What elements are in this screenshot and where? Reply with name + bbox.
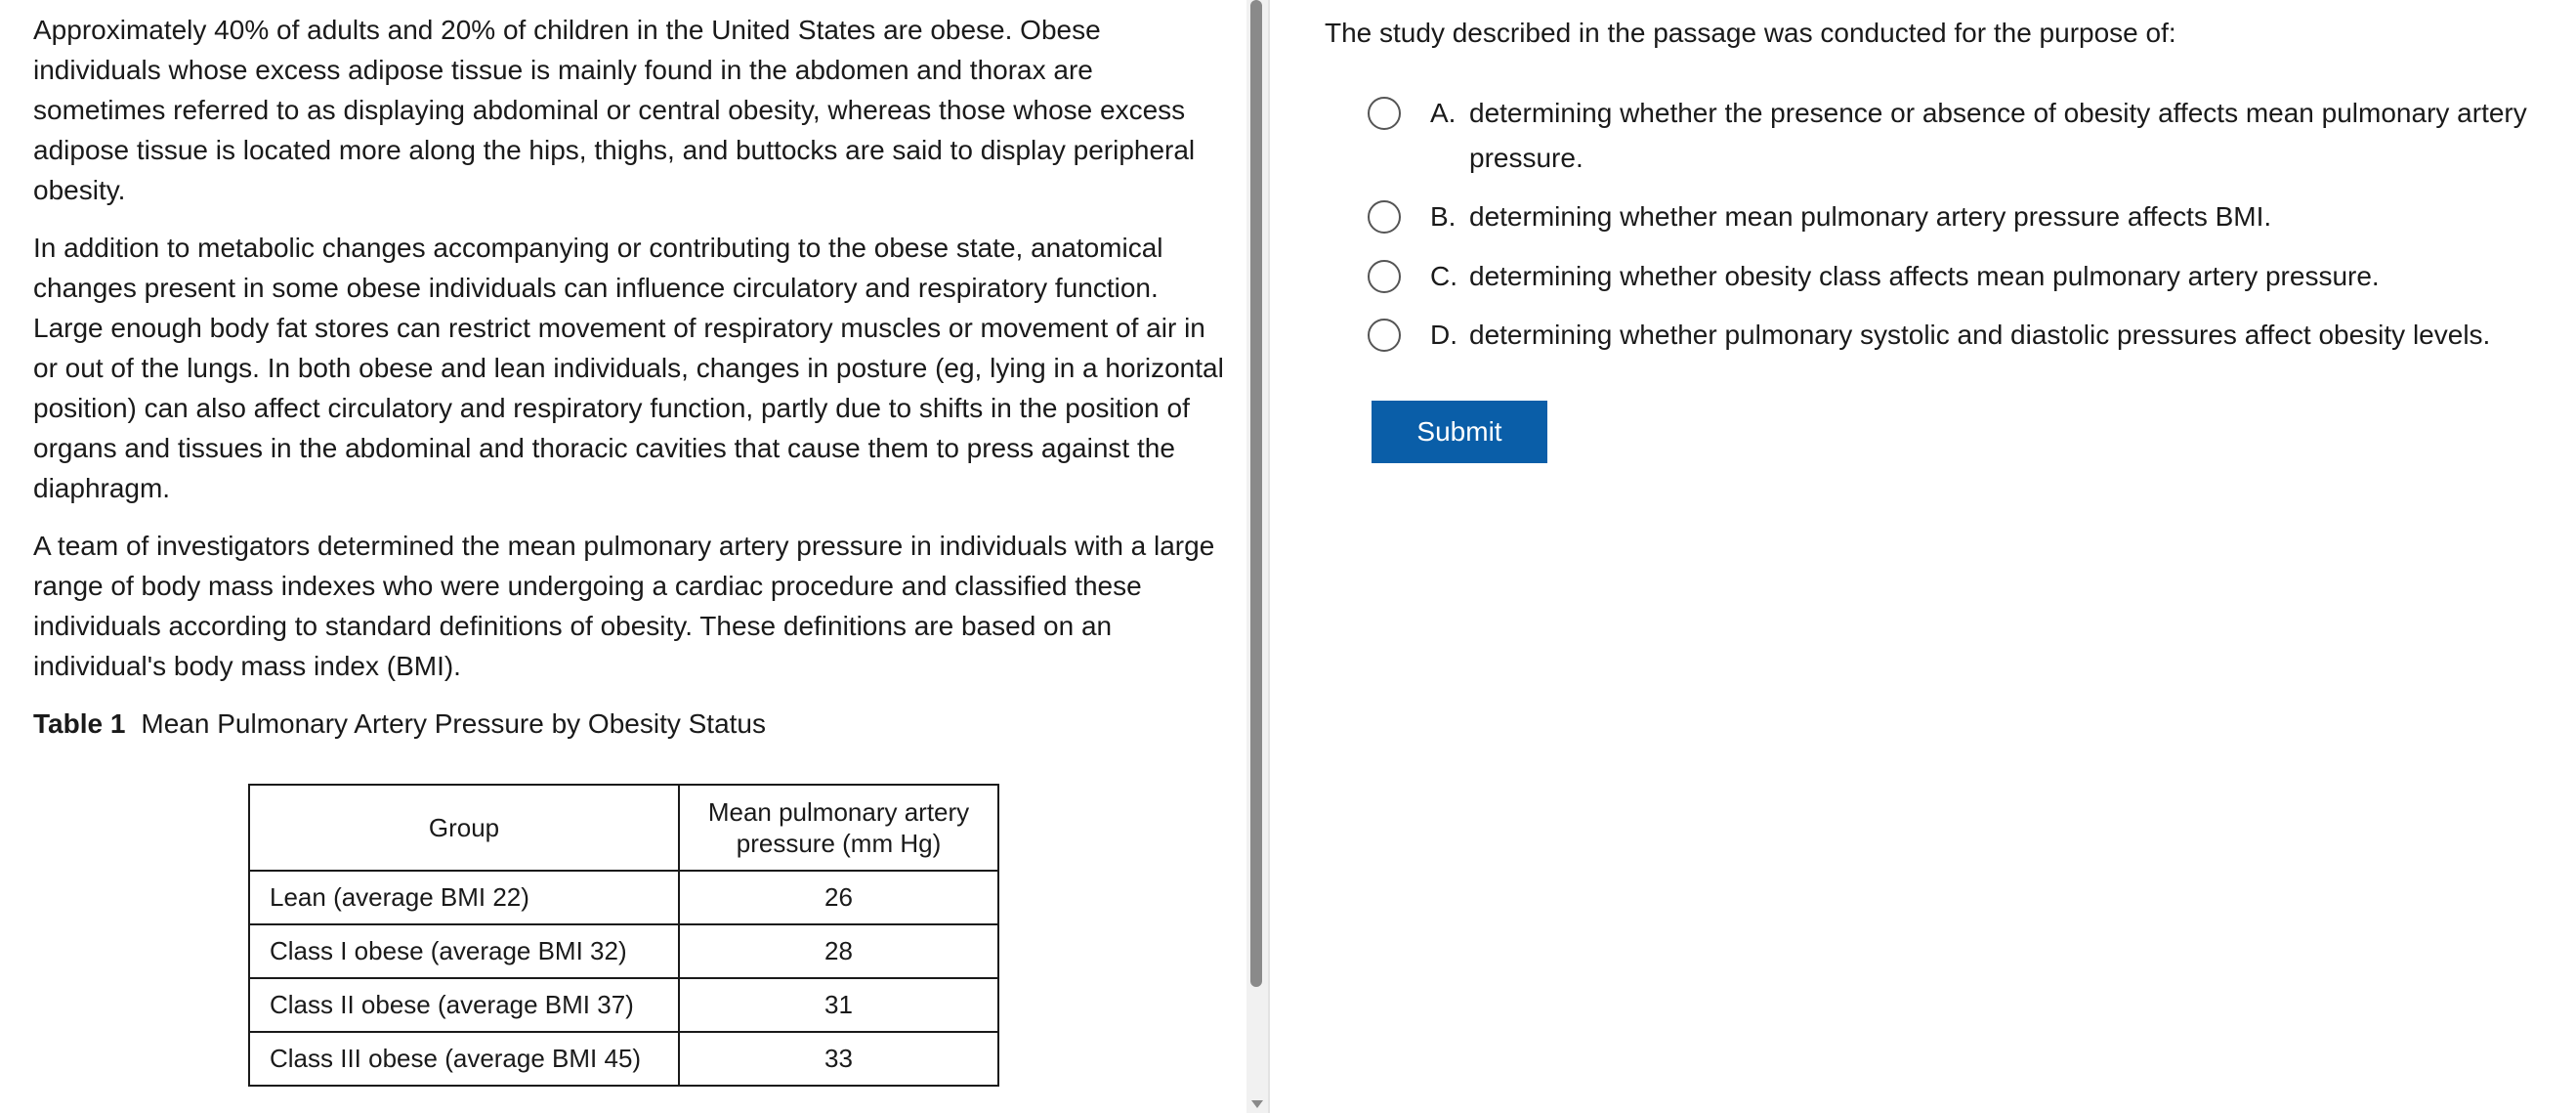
- table-row: [249, 871, 998, 924]
- question-pane: [1270, 0, 2576, 1113]
- passage-paragraph-2: In addition to metabolic changes accompanying or contributing to the obese state, anatomical changes present in some obese individuals can influence circulatory and respiratory function. Large enough body fat stores can restrict movement of respiratory muscles or movement of air in or out of the lungs. In both obese and lean individuals, changes in posture (eg, lying in a horizontal position) can also affect circulatory and respiratory function, partly due to shifts in the position of organs and tissues in the abdominal and thoracic cavities that cause them to press against the diaphragm.: [33, 233, 1224, 503]
- submit-button[interactable]: Submit: [1372, 401, 1547, 463]
- option-text: determining whether pulmonary systolic and diastolic pressures affect obesity levels.: [1469, 320, 2491, 350]
- table-row: [249, 924, 998, 978]
- radio-circle-icon[interactable]: [1368, 260, 1401, 293]
- table-cell-group: Class II obese (average BMI 37): [249, 978, 679, 1032]
- passage-scrollbar[interactable]: [1246, 0, 1270, 1113]
- table-caption: [33, 704, 1225, 744]
- option-letter: D.: [1430, 320, 1457, 350]
- table-cell-group: Class I obese (average BMI 32): [249, 924, 679, 978]
- option-text: determining whether mean pulmonary artery pressure affects BMI.: [1469, 201, 2272, 232]
- passage-paragraph-3: A team of investigators determined the mean pulmonary artery pressure in individuals with a large range of body mass indexes who were undergoing a cardiac procedure and classified these individuals according to standard definitions of obesity. These definitions are based on an individual's body mass index (BMI).: [33, 531, 1215, 681]
- question-stem: The study described in the passage was conducted for the purpose of:: [1325, 18, 2176, 48]
- option-letter: A.: [1430, 98, 1457, 128]
- option-letter: C.: [1430, 261, 1457, 291]
- passage-pane: [0, 0, 1246, 1113]
- table-cell-pressure: 28: [679, 924, 998, 978]
- passage-paragraph-1: Approximately 40% of adults and 20% of children in the United States are obese. Obese individuals whose excess adipose tissue is mainly found in the abdomen and thorax are sometimes referred to as displaying abdominal or central obesity, whereas those whose excess adipose tissue is located more along the hips, thighs, and buttocks are said to display peripheral obesity.: [33, 15, 1196, 205]
- radio-circle-icon[interactable]: [1368, 97, 1401, 130]
- radio-circle-icon[interactable]: [1368, 200, 1401, 234]
- option-text: determining whether the presence or absence of obesity affects mean pulmonary artery pressure.: [1469, 98, 2527, 173]
- table-header-pressure: Mean pulmonary artery pressure (mm Hg): [679, 785, 998, 871]
- option-letter: B.: [1430, 201, 1457, 232]
- table-cell-group: Lean (average BMI 22): [249, 871, 679, 924]
- table-header-row: [249, 785, 998, 871]
- table-cell-pressure: 33: [679, 1032, 998, 1086]
- table-row: [249, 978, 998, 1032]
- pressure-table: [248, 784, 999, 1087]
- table-caption-label: Table 1: [33, 708, 126, 739]
- table-row: [249, 1032, 998, 1086]
- table-caption-title: Mean Pulmonary Artery Pressure by Obesity Status: [141, 708, 767, 739]
- table-cell-group: Class III obese (average BMI 45): [249, 1032, 679, 1086]
- scroll-down-arrow-icon[interactable]: [1251, 1100, 1263, 1108]
- table-cell-pressure: 31: [679, 978, 998, 1032]
- table-header-group: Group: [249, 785, 679, 871]
- option-text: determining whether obesity class affects mean pulmonary artery pressure.: [1469, 261, 2380, 291]
- table-cell-pressure: 26: [679, 871, 998, 924]
- scrollbar-thumb[interactable]: [1250, 0, 1262, 987]
- passage: [33, 10, 1225, 761]
- radio-circle-icon[interactable]: [1368, 319, 1401, 352]
